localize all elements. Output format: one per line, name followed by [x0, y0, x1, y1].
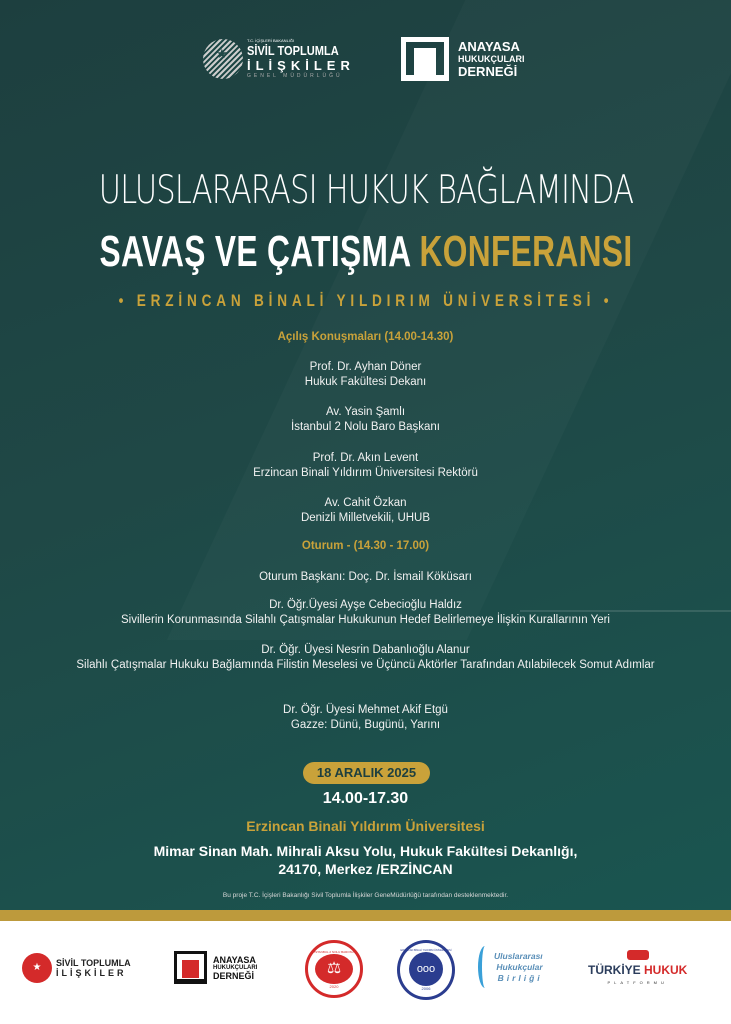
talk: [0, 598, 731, 628]
speaker-name: Prof. Dr. Akın Levent: [312, 452, 419, 464]
talk-topic: Sivillerin Korunmasında Silahlı Çatışmalar Hukukunun Hedef Belirlemeye İlişkin Kurallarının Yeri: [121, 614, 610, 626]
sivil-toplum-logo: [203, 38, 355, 79]
title-white: SAVAŞ VE ÇATIŞMA: [98, 227, 419, 276]
opening-heading: Açılış Konuşmaları (14.00-14.30): [277, 331, 454, 343]
speaker: [0, 360, 731, 390]
anayasa-line2: HUKUKÇULARI: [458, 54, 525, 64]
date-badge: 18 ARALIK 2025: [303, 762, 430, 784]
address-line2: 24170, Merkez /ERZİNCAN: [278, 861, 453, 877]
speaker-role: İstanbul 2 Nolu Baro Başkanı: [291, 421, 440, 433]
uhb-line2: Hukukçular: [496, 961, 543, 972]
footer-anayasa-logo: [174, 951, 257, 984]
ebyu-year: 2006: [421, 986, 431, 991]
uhb-logo: [478, 946, 543, 988]
anayasa-line1: ANAYASA: [458, 39, 520, 54]
sivil-line3: GENEL MÜDÜRLÜĞÜ: [247, 73, 343, 79]
footer-anayasa-line1: ANAYASA: [213, 954, 256, 965]
event-university: Erzincan Binali Yıldırım Üniversitesi: [246, 818, 485, 834]
talk-speaker: Dr. Öğr.Üyesi Ayşe Cebecioğlu Haldız: [269, 599, 462, 611]
talk: [0, 703, 731, 733]
speaker-role: Denizli Milletvekili, UHUB: [300, 512, 431, 524]
sivil-line1: SİVİL TOPLUMLA: [247, 43, 339, 58]
uhb-line1: Uluslararası: [494, 950, 543, 961]
sivil-top: T.C. İÇİŞLERİ BAKANLIĞI: [247, 38, 295, 43]
ebyu-emblem-icon: ooo: [409, 952, 443, 986]
scales-icon: ⚖: [315, 954, 353, 984]
anayasa-square-icon: [401, 37, 449, 81]
footer-anayasa-line2: HUKUKÇULARI: [213, 964, 258, 971]
support-note: Bu proje T.C. İçişleri Bakanlığı Sivil Toplumla İlişkiler GeneMüdürlüğü tarafından desteklenmektedir.: [222, 892, 509, 899]
venue-banner: • ERZİNCAN BİNALİ YILDIRIM ÜNİVERSİTESİ •: [118, 291, 613, 310]
baro-logo: [305, 940, 363, 998]
title-gold: KONFERANSI: [418, 227, 633, 276]
talk-speaker: Dr. Öğr. Üyesi Nesrin Dabanlıoğlu Alanur: [261, 644, 470, 656]
speaker-name: Av. Yasin Şamlı: [325, 406, 406, 418]
speaker: [0, 451, 731, 481]
thp-word1: TÜRKİYE: [588, 963, 645, 977]
footer-sivil-line1: SİVİL TOPLUMLA: [56, 958, 131, 968]
thp-sub: PLATFORMU: [607, 980, 668, 985]
event-time: 14.00-17.30: [322, 790, 409, 807]
speaker-name: Prof. Dr. Ayhan Döner: [309, 361, 422, 373]
footer-anayasa-line3: DERNEĞİ: [213, 970, 255, 981]
sivil-emblem-icon: ★: [203, 39, 243, 79]
baro-year: 2020: [329, 983, 339, 989]
talk: [0, 643, 731, 673]
thp-word2: HUKUK: [644, 963, 688, 977]
baro-top: İSTANBUL 2 NOLU BAROSU: [314, 949, 354, 954]
speaker: [0, 496, 731, 526]
sivil-emblem-icon: ★: [22, 953, 52, 983]
talk-topic: Silahlı Çatışmalar Hukuku Bağlamında Filistin Meselesi ve Üçüncü Aktörler Tarafından Atılabilecek Somut Adımlar: [76, 659, 655, 671]
title-line1: ULUSLARARASI HUKUK BAĞLAMINDA: [98, 168, 633, 213]
speaker-role: Hukuk Fakültesi Dekanı: [304, 376, 427, 388]
anayasa-logo: [401, 37, 525, 81]
sivil-line2: İLİŞKİLER: [247, 58, 355, 73]
uhb-line3: Birliği: [497, 972, 543, 983]
ebyu-logo: [397, 940, 455, 1000]
thp-logo: [588, 950, 687, 985]
uhb-wing-icon: [478, 946, 492, 988]
talk-speaker: Dr. Öğr. Üyesi Mehmet Akif Etgü: [283, 704, 448, 716]
talk-topic: Gazze: Dünü, Bugünü, Yarını: [290, 719, 441, 731]
anayasa-line3: DERNEĞİ: [458, 64, 518, 79]
session-chair: Oturum Başkanı: Doç. Dr. İsmail Köküsarı: [259, 571, 472, 583]
speaker-role: Erzincan Binali Yıldırım Üniversitesi Rektörü: [253, 467, 478, 479]
title-line2: [99, 226, 632, 278]
gold-band: [0, 910, 731, 921]
footer-sivil-line2: İLİŞKİLER: [56, 968, 127, 978]
event-address: [0, 842, 731, 878]
speaker-name: Av. Cahit Özkan: [324, 497, 407, 509]
anayasa-square-icon: [174, 951, 207, 984]
speaker: [0, 405, 731, 435]
footer-sivil-logo: [22, 953, 131, 983]
ebyu-top: ERZİNCAN BİNALİ YILDIRIM ÜNİVERSİTESİ: [400, 949, 452, 952]
turkey-map-icon: [627, 950, 649, 960]
session-heading: Oturum - (14.30 - 17.00): [301, 540, 430, 552]
address-line1: Mimar Sinan Mah. Mihrali Aksu Yolu, Hukuk Fakültesi Dekanlığı,: [153, 843, 578, 859]
